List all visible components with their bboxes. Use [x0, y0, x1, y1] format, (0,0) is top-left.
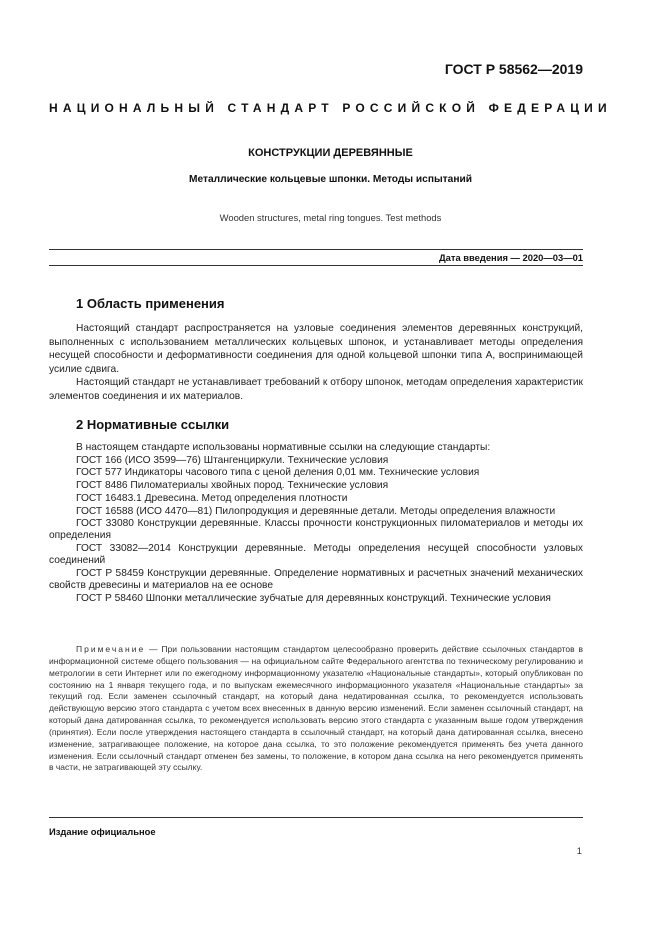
reference-item: ГОСТ Р 58459 Конструкции деревянные. Определение нормативных и расчетных значений механических свойств древесины и материалов на ее основе [49, 568, 583, 592]
divider-footer [49, 817, 583, 818]
national-standard-heading: НАЦИОНАЛЬНЫЙ СТАНДАРТ РОССИЙСКОЙ ФЕДЕРАЦИИ [49, 101, 612, 115]
section-1-paragraph: Настоящий стандарт распространяется на узловые соединения элементов деревянных конструкций, выполненных с использованием металлических кольцевых шпонок, и устанавливает методы определения несущей способности и деформативности соединения для одной кольцевой шпонки типа А, воспринимающей усилие сдвига. [49, 323, 583, 375]
document-title: КОНСТРУКЦИИ ДЕРЕВЯННЫЕ [248, 147, 413, 159]
page-number: 1 [576, 845, 582, 856]
note-paragraph [49, 644, 583, 774]
document-title-english: Wooden structures, metal ring tongues. Test methods [219, 212, 442, 223]
reference-item: ГОСТ 33082—2014 Конструкции деревянные. Методы определения несущей способности узловых соединений [49, 543, 583, 567]
section-1-paragraph: Настоящий стандарт не устанавливает требований к отбору шпонок, методам определения характеристик элементов соединения и их материалов. [49, 377, 583, 402]
references-intro: В настоящем стандарте использованы нормативные ссылки на следующие стандарты: [76, 442, 491, 453]
divider-bottom [49, 265, 583, 266]
reference-item: ГОСТ Р 58460 Шпонки металлические зубчатые для деревянных конструкций. Технические условия [76, 592, 551, 604]
introduction-date: Дата введения — 2020—03—01 [438, 252, 583, 263]
reference-item: ГОСТ 16483.1 Древесина. Метод определения плотности [76, 492, 348, 504]
reference-item: ГОСТ 166 (ИСО 3599—76) Штангенциркули. Технические условия [76, 454, 389, 466]
reference-item: ГОСТ 16588 (ИСО 4470—81) Пилопродукция и деревянные детали. Методы определения влажности [76, 505, 556, 517]
reference-item: ГОСТ 33080 Конструкции деревянные. Классы прочности конструкционных пиломатериалов и методы их определения [49, 518, 583, 542]
document-subtitle: Металлические кольцевые шпонки. Методы испытаний [188, 174, 473, 185]
reference-item: ГОСТ 577 Индикаторы часового типа с ценой деления 0,01 мм. Технические условия [76, 467, 480, 479]
divider-top [49, 249, 583, 250]
references-list [49, 442, 583, 606]
note-text: — При пользовании настоящим стандартом целесообразно проверить действие ссылочных стандартов в информационной системе общего пользования — на официальном сайте Федерального агентства по техническому регулированию и метрологии в сети Интернет или по ежегодному информационному указателю «Национальные стандарты», который опубликован по состоянию на 1 января текущего года, и по выпускам ежемесячного информационного указателя «Национальные стандарты» за текущий год. Если заменен ссылочный стандарт, на который дана недатированная ссылка, то рекомендуется использовать действующую версию этого стандарта с учетом всех внесенных в данную версию изменений. Если заменен ссылочный стандарт, на который дана датированная ссылка, то рекомендуется использовать версию этого стандарта с указанным выше годом утверждения (принятия). Если после утверждения настоящего стандарта в ссылочный стандарт, на который дана датированная ссылка, внесено изменение, затрагивающее положение, на которое дана ссылка, то это положение рекомендуется применять без учета данного изменения. Если ссылочный стандарт отменен без замены, то положение, в котором дана ссылка на него рекомендуется применять в части, не затрагивающей эту ссылку. [49, 644, 583, 773]
reference-item: ГОСТ 8486 Пиломатериалы хвойных пород. Технические условия [76, 480, 389, 492]
note-label: Примечание [76, 644, 146, 654]
section-2-title: 2 Нормативные ссылки [76, 417, 230, 432]
section-1-title: 1 Область применения [76, 296, 225, 311]
standard-code: ГОСТ Р 58562—2019 [444, 61, 583, 77]
official-edition-label: Издание официальное [49, 826, 156, 837]
